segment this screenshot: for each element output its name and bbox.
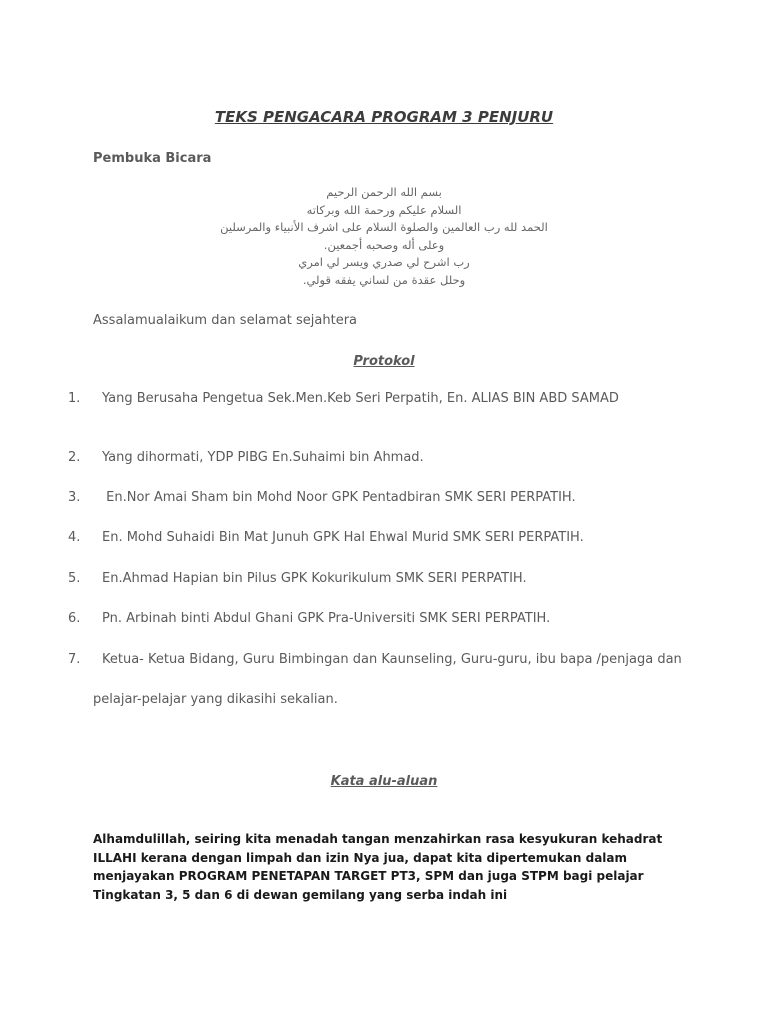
protocol-text: En.Ahmad Hapian bin Pilus GPK Kokurikulum SMK SERI PERPATIH.	[102, 571, 527, 586]
protocol-number: 2.	[68, 450, 81, 465]
protocol-text: Ketua- Ketua Bidang, Guru Bimbingan dan Kaunseling, Guru-guru, ibu bapa /penjaga dan	[102, 652, 682, 667]
arabic-line: رب اشرح لي صدري ويسر لي امري	[298, 255, 470, 269]
arabic-line: بسم الله الرحمن الرحيم	[326, 185, 442, 199]
protocol-text: En.Nor Amai Sham bin Mohd Noor GPK Pentadbiran SMK SERI PERPATIH.	[102, 490, 576, 505]
protocol-number: 5.	[68, 571, 81, 586]
protocol-number: 4.	[68, 530, 81, 545]
protocol-continuation: pelajar-pelajar yang dikasihi sekalian.	[93, 692, 338, 707]
protocol-number: 6.	[68, 611, 81, 626]
protocol-number: 7.	[68, 652, 81, 667]
protocol-text: En. Mohd Suhaidi Bin Mat Junuh GPK Hal Ehwal Murid SMK SERI PERPATIH.	[102, 530, 584, 545]
arabic-line: السلام عليكم ورحمة الله وبركاته	[306, 202, 462, 217]
protocol-number: 3.	[68, 490, 81, 505]
protocol-number: 1.	[68, 391, 81, 406]
document-title: TEKS PENGACARA PROGRAM 3 PENJURU	[214, 108, 554, 126]
welcome-paragraph: Alhamdulillah, seiring kita menadah tangan menzahirkan rasa kesyukuran kehadrat ILLAHI kerana dengan limpah dan izin Nya jua, dapat kita dipertemukan dalam menjayakan PROGRAM PENETAPAN TARGET PT3, SPM dan juga STPM bagi pelajar Tingkatan 3, 5 dan 6 di dewan gemilang yang serba indah ini	[93, 832, 663, 902]
protocol-heading: Protokol	[353, 354, 415, 369]
protocol-text: Pn. Arbinah binti Abdul Ghani GPK Pra-Universiti SMK SERI PERPATIH.	[102, 611, 551, 626]
protocol-text: Yang dihormati, YDP PIBG En.Suhaimi bin Ahmad.	[102, 450, 424, 465]
arabic-opening	[0, 184, 768, 289]
greeting: Assalamualaikum dan selamat sejahtera	[93, 313, 357, 328]
welcome-heading: Kata alu-aluan	[330, 774, 438, 789]
arabic-line: الحمد لله رب العالمين والصلوة السلام على اشرف الأنبياء والمرسلين	[220, 220, 548, 234]
opening-heading: Pembuka Bicara	[93, 151, 212, 166]
arabic-line: وحلل عقدة من لساني يفقه قولي.	[302, 272, 466, 287]
arabic-line: وعلى أله وصحبه أجمعين.	[323, 237, 445, 252]
protocol-text: Yang Berusaha Pengetua Sek.Men.Keb Seri Perpatih, En. ALIAS BIN ABD SAMAD	[102, 391, 619, 406]
